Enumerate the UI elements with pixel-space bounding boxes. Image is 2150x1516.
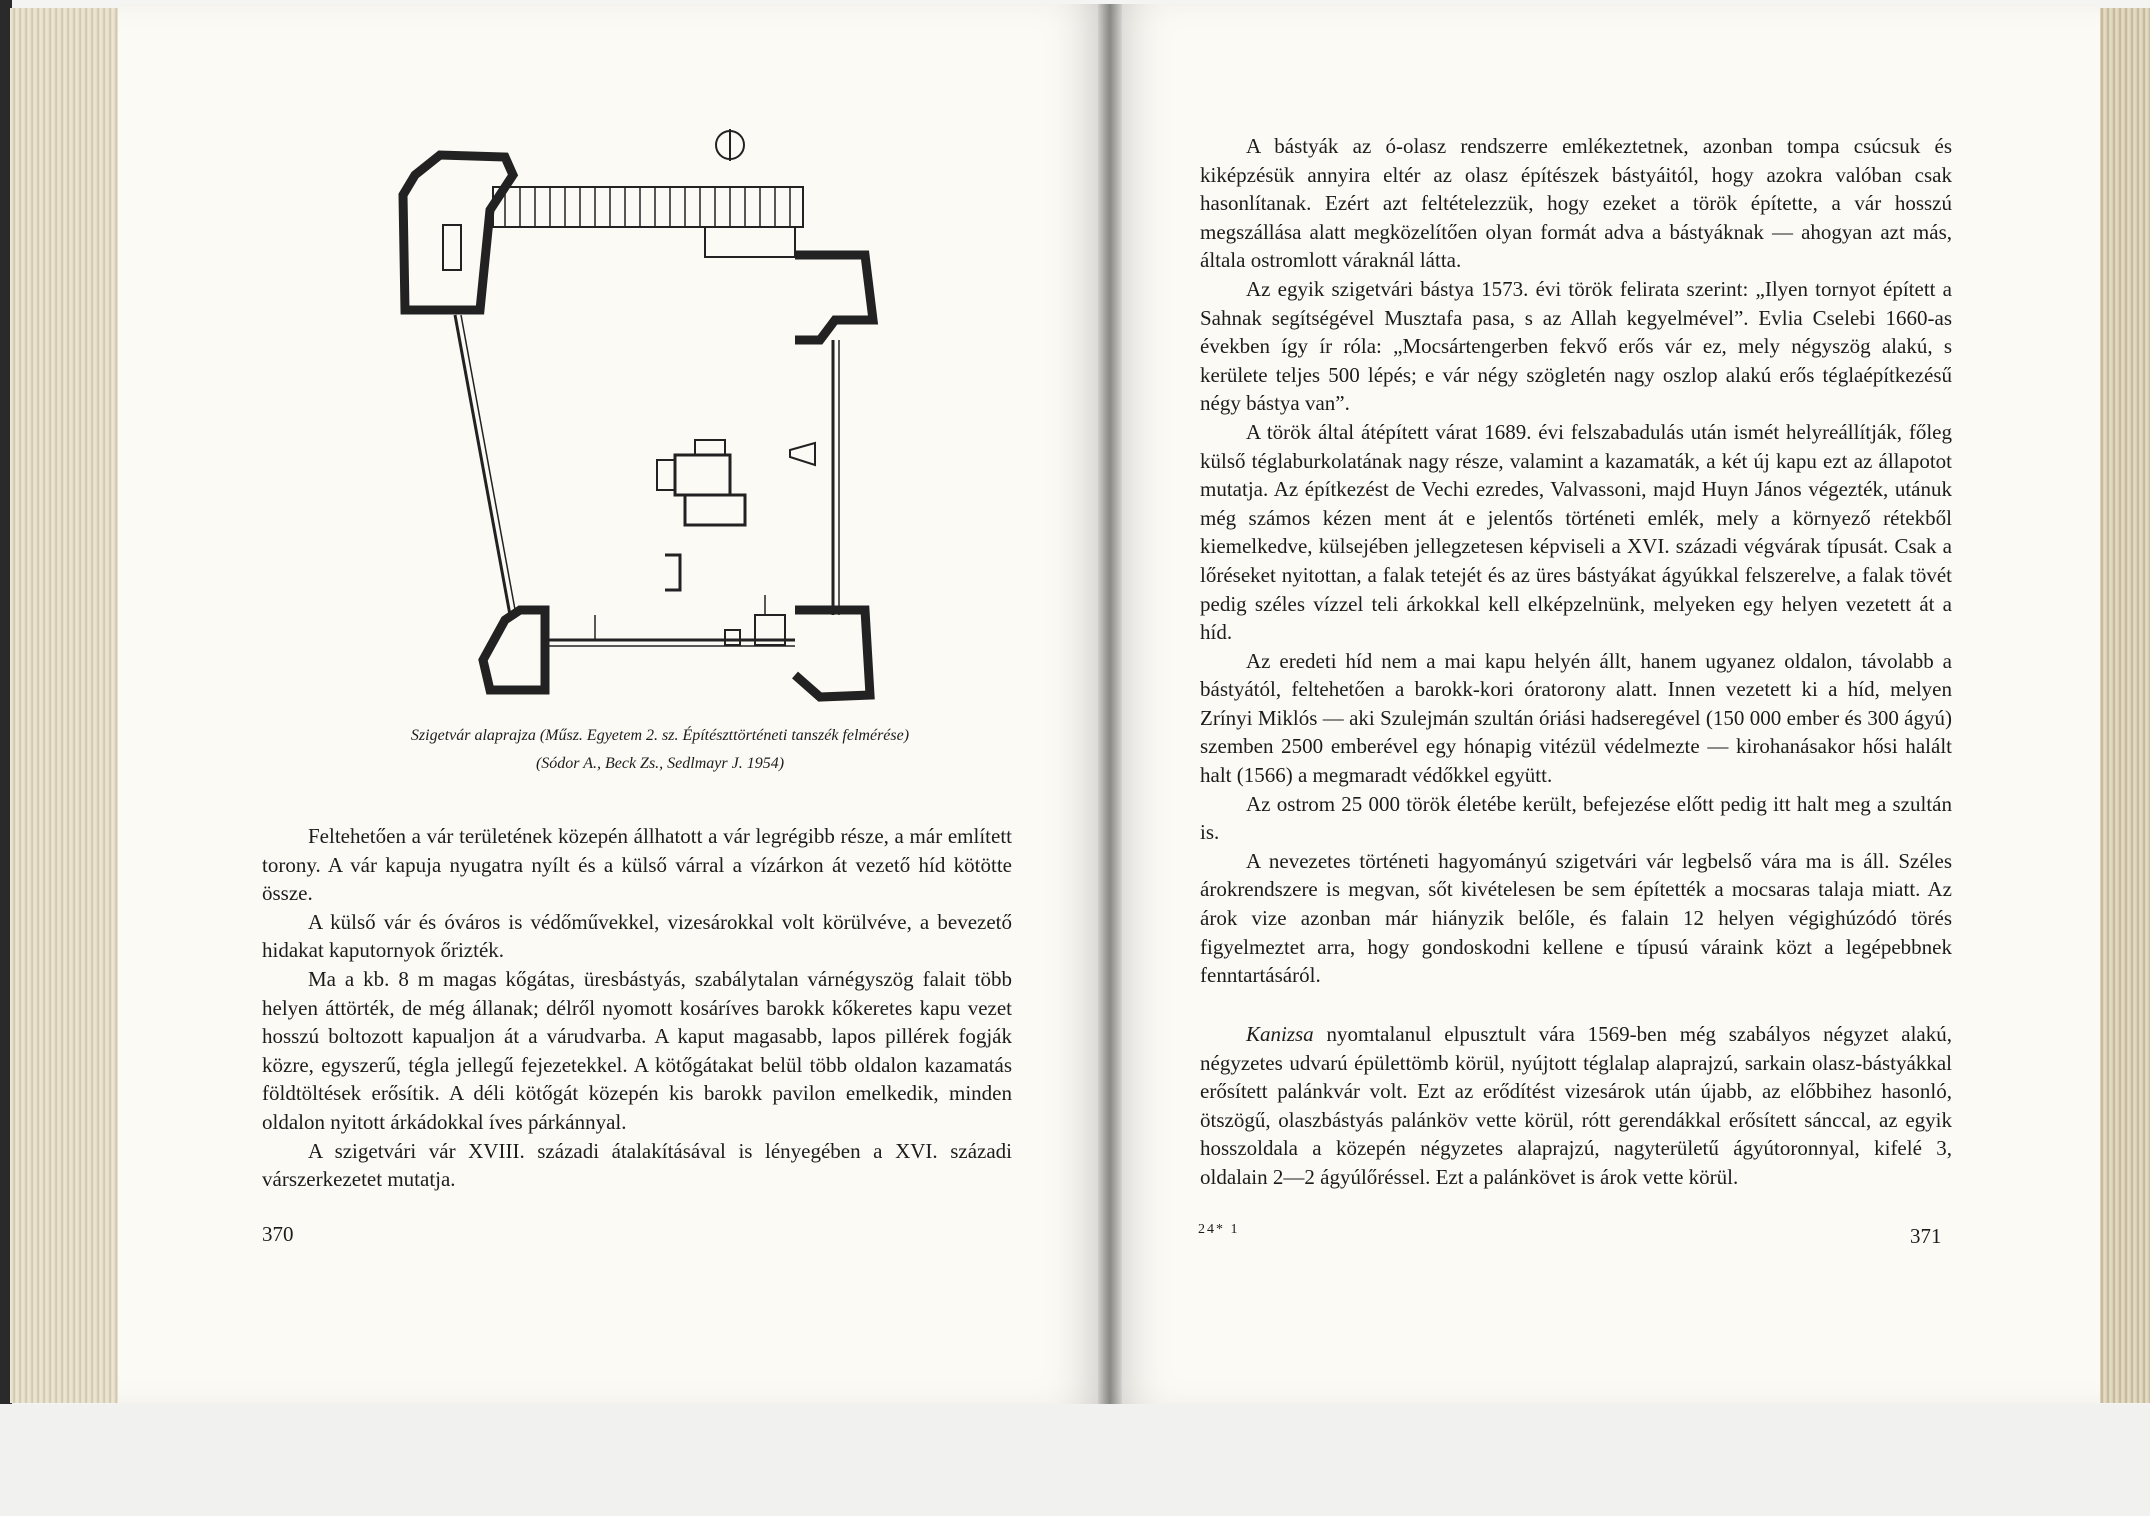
caption-line-1: Szigetvár alaprajza (Műsz. Egyetem 2. sz. Építészttörténeti tanszék felmérése) xyxy=(410,727,910,744)
paragraph: Az ostrom 25 000 török életébe került, befejezése előtt pedig itt halt meg a szultán is. xyxy=(1200,791,1952,845)
left-page-body xyxy=(262,822,1012,1194)
kanizsa-section xyxy=(1200,1020,1952,1192)
paragraph: A török által átépített várat 1689. évi felszabadulás után ismét helyreállítják, főleg külső téglaburkolatának nagy része, valamint a kazamaták, a két új kapu ezt az állapotot mutatja. Az építkezést de Vechi ezredes, Valvassoni, majd Huyn János végezték, utánuk még számos kézen ment át e jelentős történeti emlék, mely a környező rétekből kiemelkedve, külsejében jellegzetesen képviseli a XVI. századi végvárak típusát. Csak a lőréseket nyitottan, a falak tetejét és az üres bástyákat ágyúkkal felszerelve, a falak tövét pedig széles vízzel teli árkokkal kell elképzelnünk, melyeken egy helyen vezetett át a híd. xyxy=(1200,419,1952,645)
paragraph-kanizsa xyxy=(1200,1020,1952,1192)
castle-floor-plan xyxy=(395,115,905,715)
figure-caption xyxy=(330,722,990,778)
scan-background xyxy=(0,1404,2150,1516)
page-number-right: 371 xyxy=(1910,1224,1942,1248)
paragraph: Feltehetően a vár területének közepén állhatott a vár legrégibb része, a már említett torony. A vár kapuja nyugatra nyílt és a külső várral a vízárkon át vezető híd kötötte össze. xyxy=(262,824,1012,906)
book-edge-right xyxy=(2098,8,2150,1403)
paragraph: Ma a kb. 8 m magas kőgátas, üresbástyás, szabálytalan várnégyszög falait több helyen áttörték, de még állanak; délről nyomott kosáríves barokk kőkeretes kapu vezet hosszú boltozott kapualjon át a várudvarba. A kaput magasabb, lapos pillérek fogják közre, egyszerű, tégla jellegű fejezetekkel. A kötőgátakat belül több oldalon kazamatás földtöltések erősítik. A déli kötőgát közepén kis barokk pavilon emelkedik, minden oldalon nyitott árkádokkal íves párkánnyal. xyxy=(262,966,1012,1134)
paragraph: A szigetvári vár XVIII. századi átalakításával is lényegében a XVI. századi várszerkezetet mutatja. xyxy=(262,1138,1012,1192)
paragraph: A bástyák az ó-olasz rendszerre emlékeztetnek, azonban tompa csúcsuk és kiképzésük annyira eltér az olasz építészek bástyáitól, hogy azokra valóban csak hasonlítanak. Ezért azt feltételezzük, hogy ezeket a török építette, a vár hosszú megszállása alatt megközelítően olyan formát adva a bástyáknak — ahogyan azt más, általa ostromlott váraknál látta. xyxy=(1200,134,1952,273)
book-edge-left xyxy=(10,8,121,1403)
paragraph-text: nyomtalanul elpusztult vára 1569-ben még szabályos négyzet alakú, négyzetes udvarú épülettömb körül, nyújtott téglalap alaprajzú, sarkain olasz-bástyákkal erősített palánkvár volt. Ezt az erődítést vizesárok után újabb, az előbbihez hasonló, ötszögű, olaszbástyás palánköv vette körül, rótt gerendákkal erősített sánccal, az egyik hosszoldala a közepén négyzetes alaprajzú, nagyterületű ágyútoronnyal, kifelé 3, oldalain 2—2 ágyúlőréssel. Ezt a palánkövet is árok vette körül. xyxy=(1200,1022,1952,1189)
caption-line-2: (Sódor A., Beck Zs., Sedlmayr J. 1954) xyxy=(535,755,785,772)
page-number-left: 370 xyxy=(262,1222,294,1246)
printer-signature: 24* 1 xyxy=(1198,1222,1240,1237)
book-gutter xyxy=(1098,4,1122,1404)
paragraph: A külső vár és óváros is védőművekkel, vizesárokkal volt körülvéve, a bevezető hidakat kaputornyok őrizték. xyxy=(262,909,1012,963)
paragraph: A nevezetes történeti hagyományú szigetvári vár legbelső vára ma is áll. Széles árokrendszere is megvan, sőt kivételesen be sem építették a mocsaras talaja miatt. Az árok vize azonban már hiányzik belőle, és falain 12 helyen végighúzódó törés figyelmeztet arra, hogy gondoskodni kellene e típusú váraink közt a legépebbnek fenntartásáról. xyxy=(1200,848,1952,988)
paragraph: Az eredeti híd nem a mai kapu helyén állt, hanem ugyanez oldalon, távolabb a bástyától, feltehetően a barokk-kori óratorony alatt. Innen vezetett ki a híd, melyen Zrínyi Miklós — aki Szulejmán szultán óriási hadseregével (150 000 ember és 300 ágyú) szemben 2500 emberével egy hónapig vitézül védelmezte — kirohanásakor hősi halált halt (1566) a megmaradt védőkkel együtt. xyxy=(1200,648,1952,788)
right-page-body xyxy=(1200,132,1952,990)
place-name: Kanizsa xyxy=(1246,1022,1314,1046)
paragraph: Az egyik szigetvári bástya 1573. évi török felirata szerint: „Ilyen tornyot épített a Sahnak segítségével Musztafa pasa, s az Allah kegyelmével”. Evlia Cselebi 1660-as években így ír róla: „Mocsártengerben fekvő erős vár ez, mely négyszög alakú, s kerülete teljes 500 lépés; e vár négy szögletén nagy oszlop alakú erős téglaépítkezésű négy bástya van”. xyxy=(1200,276,1952,416)
